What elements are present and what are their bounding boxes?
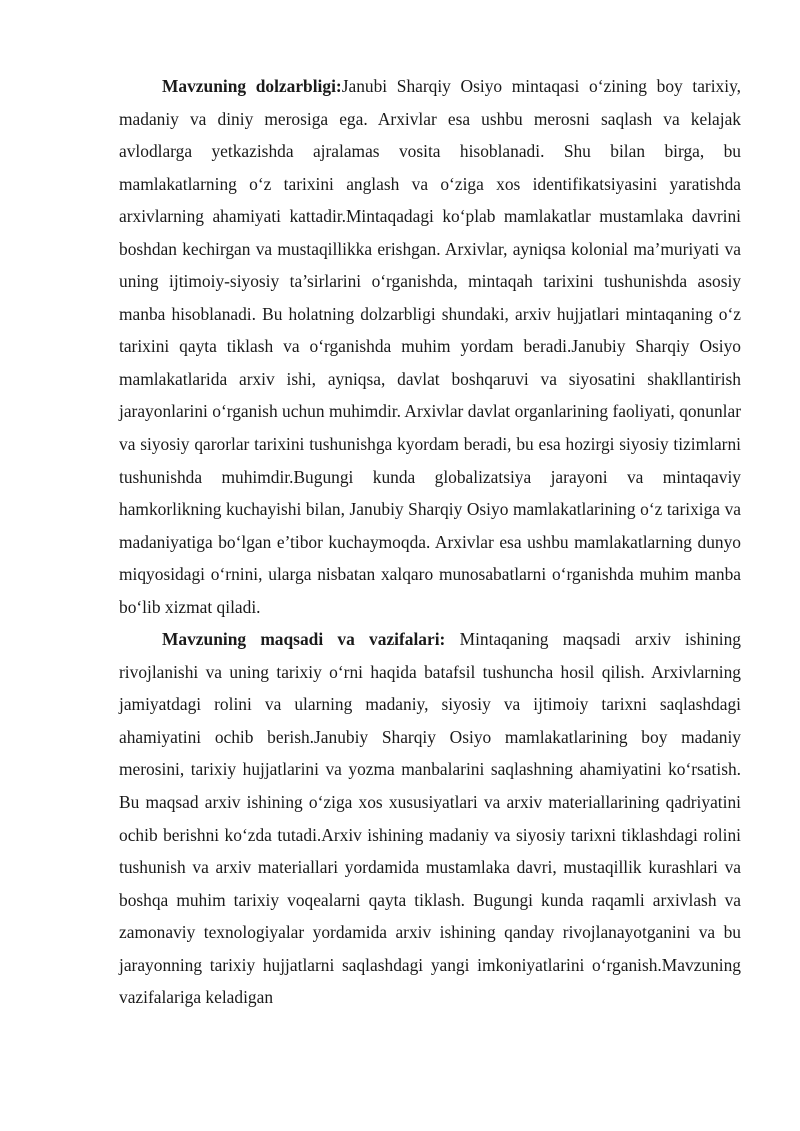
body-goals: Mintaqaning maqsadi arxiv ishining rivojlanishi va uning tarixiy o‘rni haqida batafsil tushuncha hosil qilish. Arxivlarning jamiyatdagi rolini va ularning madaniy, siyosiy va ijtimoiy tarixni saqlashdagi ahamiyatini ochib berish.Janubiy Sharqiy Osiyo mamlakatlarining boy madaniy merosini, tarixiy hujjatlarini va yozma manbalarini saqlashning ahamiyatini ko‘rsatish. Bu maqsad arxiv ishining o‘ziga xos xususiyatlari va arxiv materiallarining qadriyatini ochib berishni ko‘zda tutadi.Arxiv ishining madaniy va siyosiy tarixni tiklashdagi rolini tushunish va arxiv materiallari yordamida mustamlaka davri, mustaqillik kurashlari va boshqa muhim tarixiy voqealarni qayta tiklash. Bugungi kunda raqamli arxivlash va zamonaviy texnologiyalar yordamida arxiv ishining qanday rivojlanayotganini va bu jarayonning tarixiy hujjatlarni saqlashdagi yangi imkoniyatlarini o‘rganish.Mavzuning vazifalariga keladigan [119, 629, 741, 1008]
heading-relevance: Mavzuning dolzarbligi: [162, 76, 342, 96]
heading-goals: Mavzuning maqsadi va vazifalari: [162, 629, 446, 650]
paragraph-goals [119, 623, 741, 1014]
body-relevance: Janubi Sharqiy Osiyo mintaqasi o‘zining boy tarixiy, madaniy va diniy merosiga ega. Arxivlar esa ushbu merosni saqlash va kelajak avlodlarga yetkazishda ajralamas vosita hisoblanadi. Shu bilan birga, bu mamlakatlarning o‘z tarixini anglash va o‘ziga xos identifikatsiyasini yaratishda arxivlarning ahamiyati kattadir.Mintaqadagi ko‘plab mamlakatlar mustamlaka davrini boshdan kechirgan va mustaqillikka erishgan. Arxivlar, ayniqsa kolonial ma’muriyati va uning ijtimoiy-siyosiy ta’sirlarini o‘rganishda, mintaqah tarixini tushunishda asosiy manba hisoblanadi. Bu holatning dolzarbligi shundaki, arxiv hujjatlari mintaqaning o‘z tarixini qayta tiklash va o‘rganishda muhim yordam beradi.Janubiy Sharqiy Osiyo mamlakatlarida arxiv ishi, ayniqsa, davlat boshqaruvi va siyosatini shakllantirish jarayonlarini o‘rganish uchun muhimdir. Arxivlar davlat organlarining faoliyati, qonunlar va siyosiy qarorlar tarixini tushunishga kyordam beradi, bu esa hozirgi siyosiy tizimlarni tushunishda muhimdir.Bugungi kunda globalizatsiya jarayoni va mintaqaviy hamkorlikning kuchayishi bilan, Janubiy Sharqiy Osiyo mamlakatlarining o‘z tarixiga va madaniyatiga bo‘lgan e’tibor kuchaymoqda. Arxivlar esa ushbu mamlakatlarning dunyo miqyosidagi o‘rnini, ularga nisbatan xalqaro munosabatlarni o‘rganishda muhim manba bo‘lib xizmat qiladi. [119, 76, 741, 617]
paragraph-relevance [119, 70, 741, 623]
document-page [119, 70, 741, 1014]
